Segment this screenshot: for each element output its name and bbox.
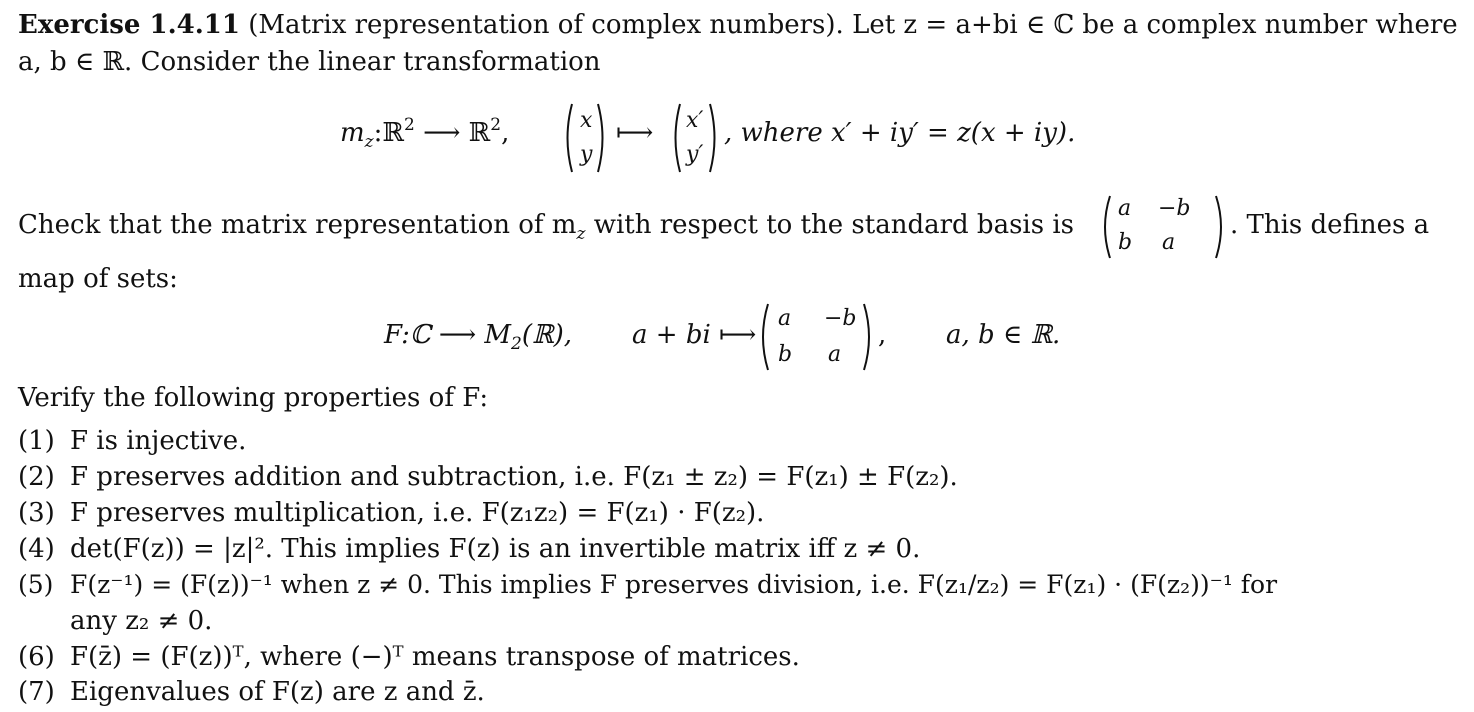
F-rhs: (ℝ), [521,320,572,350]
domain-exponent: 2 [404,115,415,135]
item-text: any z₂ ≠ 0. [70,606,213,636]
F-lhs: F:ℂ ⟶ M [384,320,511,350]
left-paren-icon [1105,196,1110,258]
item-text: Eigenvalues of F(z) are z and z̄. [70,677,485,707]
item-text: F preserves addition and subtraction, i.e. F(z₁ ± z₂) = F(z₁) ± F(z₂). [70,462,958,492]
item-text: det(F(z)) = |z|². This implies F(z) is an invertible matrix iff z ≠ 0. [70,534,921,564]
left-paren-icon [568,104,573,172]
item-number: (5) [18,570,54,599]
vector-out-y: y′ [686,142,704,167]
F-argument: a + bi ⟼ [632,320,757,350]
property-item [18,498,764,528]
property-item [18,426,246,456]
item-number: (3) [18,498,55,528]
exercise-title: (Matrix representation of complex numbers). [248,10,844,40]
item-number: (1) [18,426,55,456]
check-matrix-line [18,196,1458,270]
item-number: (6) [18,642,55,672]
item-text: F(z̄) = (F(z))ᵀ, where (−)ᵀ means transpose of matrices. [70,642,800,672]
F-definition [384,320,572,353]
matrix-cell-a22: a [1162,230,1176,255]
map-of-sets-line: map of sets: [18,264,178,294]
exercise-label: Exercise 1.4.11 [18,10,240,40]
codomain-exponent: 2 [490,115,502,135]
F-matrix-a21: b [778,342,793,367]
vector-in-x: x [580,108,593,133]
exercise-header-line [18,10,1458,40]
item-number: (7) [18,677,55,707]
F-matrix-a12: −b [824,306,857,331]
right-paren-icon [864,304,869,370]
vector-out-x: x′ [686,108,704,133]
map-codomain: ⟶ ℝ [414,118,491,148]
item-text: F is injective. [70,426,247,456]
right-paren-icon [1216,196,1221,258]
map-comma: , [501,118,510,148]
matrix-cell-a12: −b [1158,196,1191,221]
check-text [18,210,1074,243]
map-where-clause: , where x′ + iy′ = z(x + iy). [724,118,1076,148]
check-subscript: z [576,224,586,244]
property-item [18,462,958,492]
F-matrix [756,300,876,374]
item-text: F(z⁻¹) = (F(z))⁻¹ when z ≠ 0. This implies F preserves division, i.e. F(z₁/z₂) = F(z₁) · (F(z₂))⁻¹ for [70,570,1278,599]
left-paren-icon [763,304,768,370]
exercise-intro-line2: a, b ∈ ℝ. Consider the linear transformation [18,47,601,77]
vector-in-y: y [580,142,593,167]
item-text: F preserves multiplication, i.e. F(z₁z₂) = F(z₁) · F(z₂). [70,498,765,528]
check-text-pre: Check that the matrix representation of m [18,210,577,240]
map-domain: :ℝ [373,118,404,148]
item-number: (4) [18,534,55,564]
check-text-post: . This defines a [1230,210,1430,240]
property-item [18,534,920,564]
right-paren-icon [598,104,603,172]
map-definition [340,115,510,152]
matrix-cell-a11: a [1118,196,1132,221]
item-number: (2) [18,462,55,492]
property-item [18,642,800,672]
right-paren-icon [710,104,715,172]
F-condition: a, b ∈ ℝ. [946,320,1061,350]
map-F-display [384,300,1084,374]
F-comma: , [878,320,887,350]
map-symbol: m [340,118,365,148]
F-matrix-a22: a [828,342,842,367]
property-item [18,570,1277,600]
mapsto-arrow: ⟼ [616,118,654,148]
left-paren-icon [676,104,681,172]
F-subscript: 2 [511,334,522,354]
verify-line: Verify the following properties of F: [18,383,489,413]
property-item [18,677,485,707]
F-matrix-a11: a [778,306,792,331]
matrix-cell-a21: b [1118,230,1133,255]
check-text-mid: with respect to the standard basis is [585,210,1074,240]
exercise-intro-text: Let z = a+bi ∈ ℂ be a complex number where [852,10,1458,40]
property-item-continuation [18,606,212,636]
map-subscript: z [364,132,374,152]
